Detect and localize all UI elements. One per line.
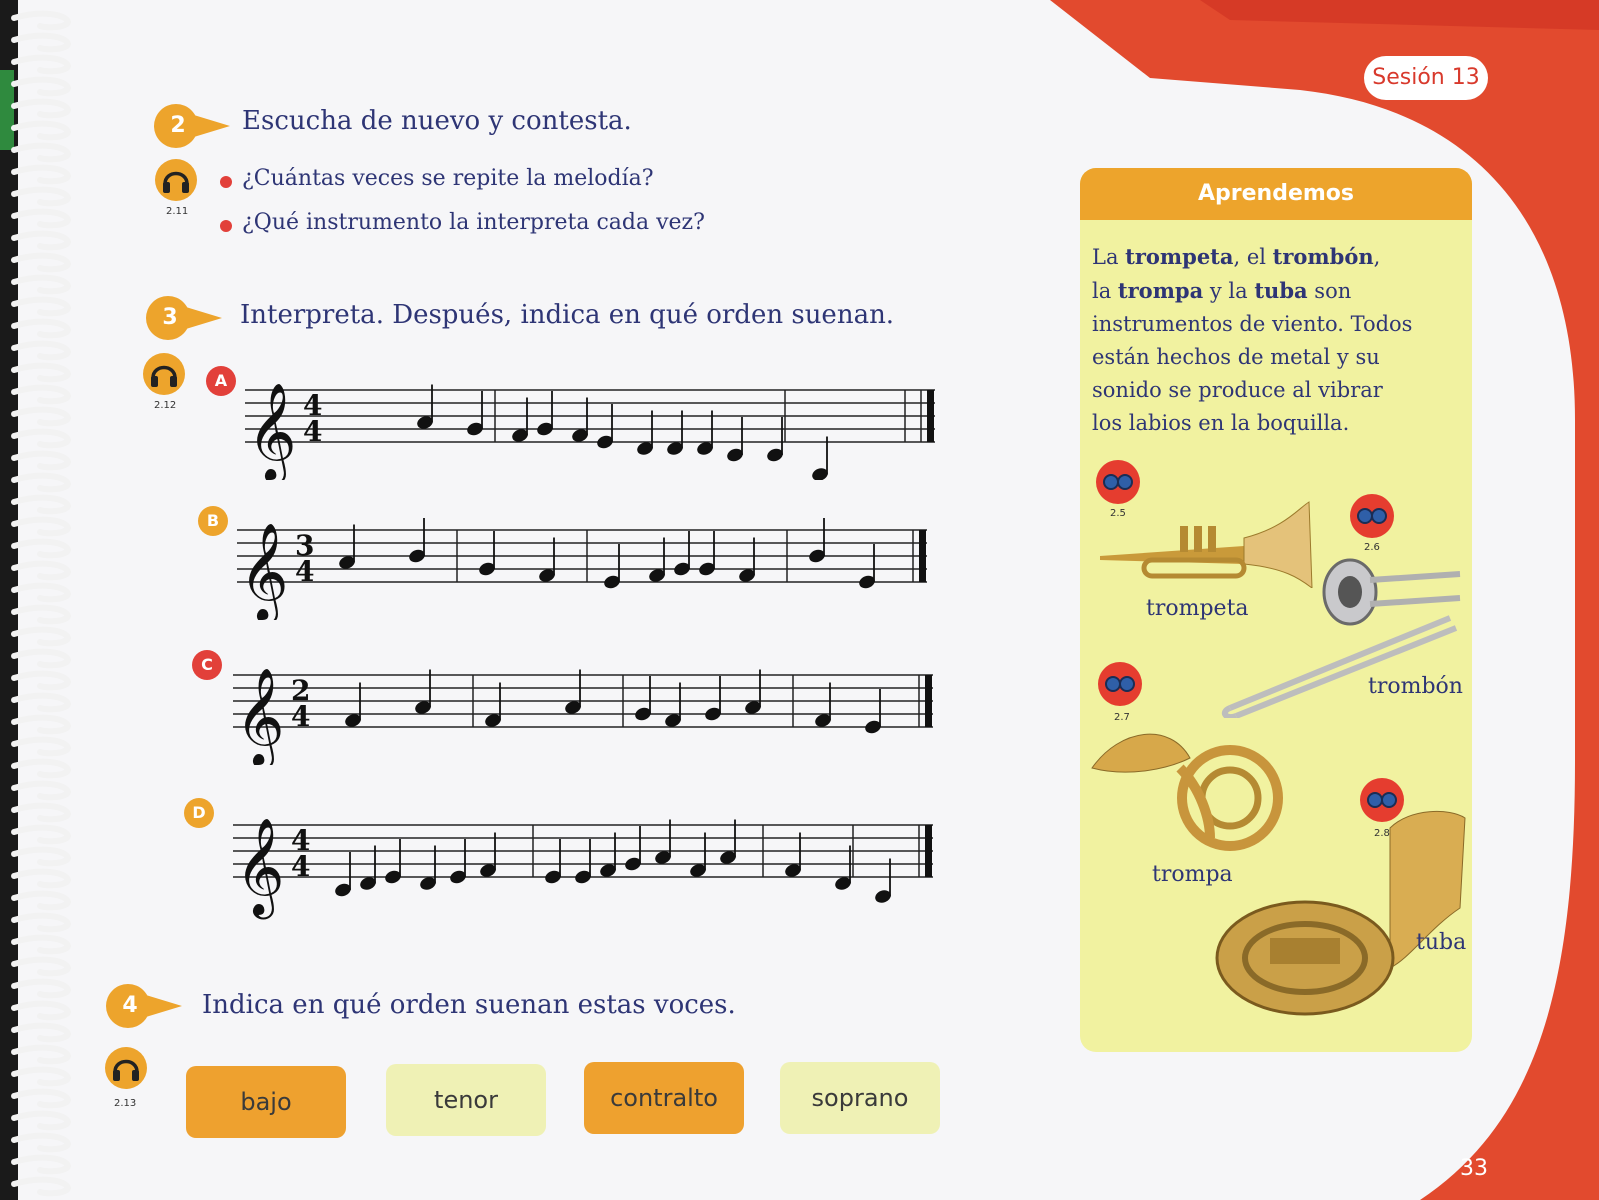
glasses-icon[interactable]: [1098, 662, 1142, 706]
exercise-number-badge: [146, 296, 222, 340]
exercise-heading: Interpreta. Después, indica en qué orden suenan.: [240, 300, 895, 330]
audio-track-number: 2.8: [1374, 828, 1390, 839]
voice-card-soprano[interactable]: soprano: [780, 1062, 940, 1134]
music-staff-a: [245, 360, 945, 480]
bullet: [220, 220, 232, 232]
exercise-number: 2: [170, 113, 186, 138]
time-signature-bottom: 4: [295, 555, 315, 588]
exercise-number-badge: [154, 104, 230, 148]
audio-track-number: 2.5: [1110, 508, 1126, 519]
time-signature-top: 4: [291, 824, 311, 857]
audio-track-number: 2.12: [154, 400, 177, 411]
audio-track-number: 2.11: [166, 206, 189, 217]
question-text: ¿Cuántas veces se repite la melodía?: [242, 166, 654, 191]
page-number: 33: [1460, 1156, 1488, 1181]
time-signature-bottom: 4: [303, 415, 323, 448]
time-signature-bottom: 4: [291, 700, 311, 733]
music-staff-d: [233, 795, 943, 920]
aprendemos-panel: [1080, 168, 1472, 1052]
time-signature-top: 4: [303, 389, 323, 422]
aprendemos-title: Aprendemos: [1080, 168, 1472, 220]
headphones-icon[interactable]: [154, 158, 198, 202]
headphones-icon[interactable]: [142, 352, 186, 396]
headphones-icon[interactable]: [104, 1046, 148, 1090]
session-badge: Sesión 13: [1364, 56, 1488, 100]
music-staff-b: [237, 500, 937, 620]
question-text: ¿Qué instrumento la interpreta cada vez?: [242, 210, 705, 235]
voice-card-bajo[interactable]: bajo: [186, 1066, 346, 1138]
instrument-label: trombón: [1368, 674, 1463, 699]
voice-card-contralto[interactable]: contralto: [584, 1062, 744, 1134]
bullet: [220, 176, 232, 188]
exercise-heading: Indica en qué orden suenan estas voces.: [202, 990, 736, 1020]
time-signature-bottom: 4: [291, 850, 311, 883]
exercise-number: 4: [122, 993, 138, 1018]
treble-clef-icon: 𝄞: [247, 382, 297, 480]
staff-letter-d: D: [184, 798, 214, 828]
treble-clef-icon: 𝄞: [235, 817, 285, 915]
treble-clef-icon: 𝄞: [239, 522, 289, 620]
instrument-label: trompeta: [1146, 596, 1249, 621]
exercise-heading: Escucha de nuevo y contesta.: [242, 106, 632, 136]
glasses-icon[interactable]: [1360, 778, 1404, 822]
spiral-binding: [0, 0, 80, 1200]
staff-letter-b: B: [198, 506, 228, 536]
music-staff-c: [233, 645, 943, 765]
staff-letter-c: C: [192, 650, 222, 680]
exercise-number-badge: [106, 984, 182, 1028]
treble-clef-icon: 𝄞: [235, 667, 285, 765]
glasses-icon[interactable]: [1096, 460, 1140, 504]
time-signature-top: 3: [295, 529, 315, 562]
voice-card-tenor[interactable]: tenor: [386, 1064, 546, 1136]
audio-track-number: 2.6: [1364, 542, 1380, 553]
instrument-label: trompa: [1152, 862, 1233, 887]
glasses-icon[interactable]: [1350, 494, 1394, 538]
instrument-label: tuba: [1416, 930, 1467, 955]
staff-letter-a: A: [206, 366, 236, 396]
exercise-number: 3: [162, 305, 178, 330]
aprendemos-text: La trompeta, el trombón, la trompa y la tuba son instrumentos de viento. Todos están hechos de metal y su sonido se produce al vibrar los labios en la boquilla.: [1092, 244, 1413, 435]
time-signature-top: 2: [291, 674, 311, 707]
audio-track-number: 2.13: [114, 1098, 137, 1109]
audio-track-number: 2.7: [1114, 712, 1130, 723]
tuba-image: [1210, 808, 1470, 1028]
